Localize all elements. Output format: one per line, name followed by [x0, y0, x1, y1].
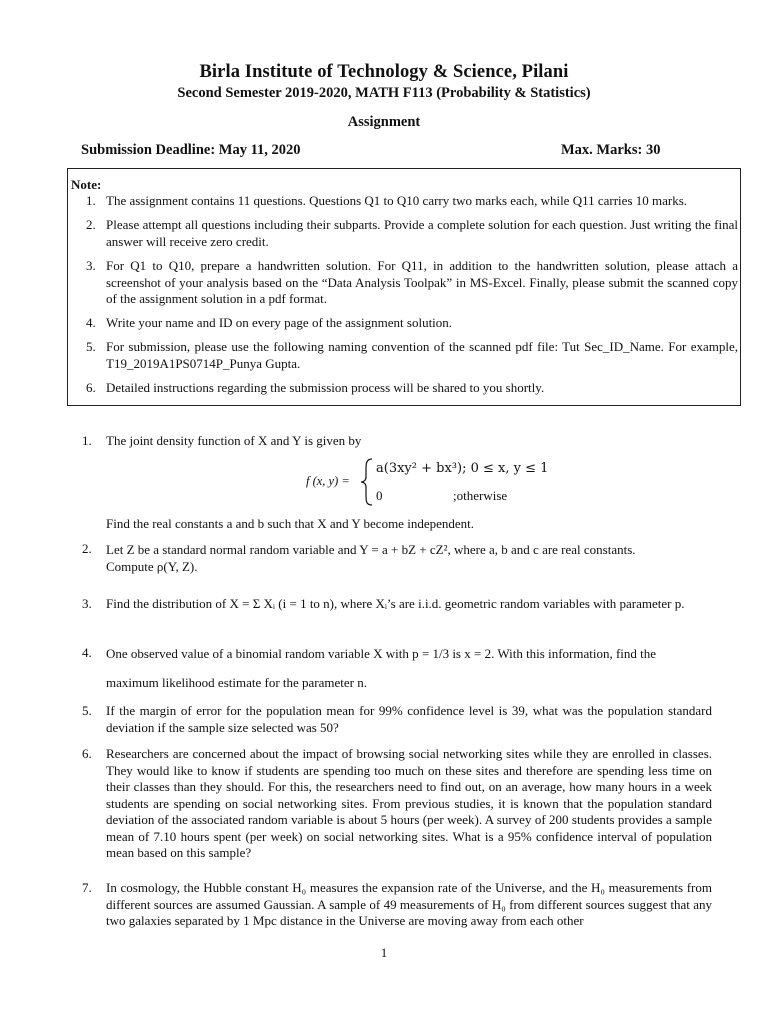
note-item-number: 1. [86, 193, 96, 208]
question-line: maximum likelihood estimate for the parameter n. [106, 675, 368, 690]
note-item-number: 6. [86, 380, 96, 395]
question-number: 3. [82, 596, 92, 611]
question-text: Find the real constants a and b such that X and Y become independent. [106, 516, 474, 531]
question-line: One observed value of a binomial random variable X with p = 1/3 is x = 2. With this information, find the [106, 646, 657, 661]
note-item-number: 3. [86, 258, 96, 273]
question-number: 5. [82, 703, 92, 718]
question-number: 6. [82, 746, 92, 761]
note-item-text: For Q1 to Q10, prepare a handwritten solution. For Q11, in addition to the handwritten solution, please attach a screenshot of your analysis based on the “Data Analysis Toolpak” in MS-Excel. Finally, please submit the scanned copy of the assignment solution in a pdf format. [106, 258, 738, 306]
formula-lhs: f (x, y) = [306, 474, 350, 488]
document-type: Assignment [347, 114, 421, 130]
question-text [106, 639, 712, 697]
note-item-text: The assignment contains 11 questions. Questions Q1 to Q10 carry two marks each, while Q11 carries 10 marks. [106, 193, 688, 208]
note-item-text: Please attempt all questions including their subparts. Provide a complete solution for each question. Just writing the final answer will receive zero credit. [106, 217, 738, 249]
max-marks: Max. Marks: 30 [561, 142, 661, 158]
page-number: 1 [380, 945, 388, 960]
note-item-text: Write your name and ID on every page of the assignment solution. [106, 315, 453, 330]
question-number: 7. [82, 880, 92, 895]
note-item-number: 2. [86, 217, 96, 232]
formula-case-2-condition: ;otherwise [453, 488, 508, 503]
institute-title: Birla Institute of Technology & Science, Pilani [199, 62, 569, 82]
note-item-text: For submission, please use the following naming convention of the scanned pdf file: Tut Sec_ID_Name. For example, T19_2019A1PS0714P_Punya Gupta. [106, 339, 738, 371]
question-number: 2. [82, 541, 92, 556]
question-line: Compute ρ(Y, Z). [106, 559, 198, 574]
question-number: 1. [82, 433, 92, 448]
question-text: Find the distribution of X = Σ Xᵢ (i = 1 to n), where Xᵢ’s are i.i.d. geometric random variables with parameter p. [106, 596, 685, 611]
question-text: In cosmology, the Hubble constant H₀ measures the expansion rate of the Universe, and the H₀ measurements from different sources are assumed Gaussian. A sample of 49 measurements of H₀ from different sources suggest that any two galaxies separated by 1 Mpc distance in the Universe are moving away from each other [106, 880, 712, 928]
question-text: Researchers are concerned about the impact of browsing social networking sites while they are enrolled in classes. They would like to know if students are spending too much on these sites and therefore are spending less time on their classes than they should. For this, the researchers need to find out, on an average, how many hours in a week students are spending on social networking sites. From previous studies, it is known that the population standard deviation of the associated random variable is about 5 hours (per week). A survey of 200 students provides a sample mean of 7.10 hours spent (per week) on social networking sites. What is a 95% confidence interval of population mean based on this sample? [106, 746, 712, 860]
course-line: Second Semester 2019-2020, MATH F113 (Probability & Statistics) [177, 85, 591, 101]
submission-deadline: Submission Deadline: May 11, 2020 [81, 142, 301, 158]
formula-case-1: a(3xy² + bx³); 0 ≤ x, y ≤ 1 [376, 461, 549, 476]
question-number: 4. [82, 645, 92, 660]
note-label: Note: [71, 177, 102, 192]
note-item-number: 4. [86, 315, 96, 330]
note-item-number: 5. [86, 339, 96, 354]
formula-case-2-value: 0 [376, 488, 383, 503]
note-box [67, 168, 741, 406]
left-brace-icon [360, 458, 374, 506]
question-line: Let Z be a standard normal random variable and Y = a + bZ + cZ², where a, b and c are real constants. [106, 542, 636, 557]
question-text: The joint density function of X and Y is given by [106, 433, 362, 448]
note-item-text: Detailed instructions regarding the submission process will be shared to you shortly. [106, 380, 545, 395]
question-text [106, 541, 712, 575]
question-text: If the margin of error for the population mean for 99% confidence level is 39, what was the population standard deviation if the sample size selected was 50? [106, 703, 712, 735]
